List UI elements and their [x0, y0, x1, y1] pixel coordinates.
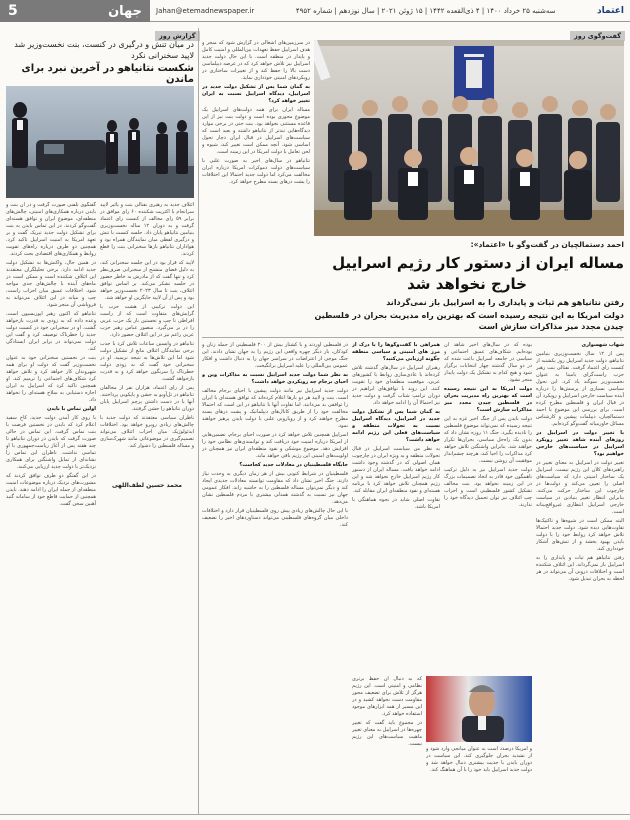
interviewee-portrait	[426, 676, 532, 742]
main-story-column-3-bottom: که به دنبال آن حفظ برتری نظامی و امنیتی است. این رژیم هرگز از تلاش برای تضعیف محور مقاومت دست نخواهد کشید و در این مسیر از همه ابزارهای موجود استفاده خواهد کرد. در مجموع باید گفت که تغییر چهره‌ها در اسراییل به معنای تغییر ماهیت سیاست‌های این رژیم نیست.	[352, 676, 422, 747]
masthead-info	[150, 0, 630, 22]
main-story-column-2: بوده که در سال‌های اخیر شاهد آن بوده‌ایم. شکاف‌های عمیق اجتماعی و سیاسی در جامعه اسراییل باعث شده که در دو سال گذشته چهار انتخابات برگزار شود و هیچ کدام به تشکیل یک دولت پایدار منجر نشود. دولت امریکا به این نتیجه رسیده است که بهترین راه مدیریت بحران در فلسطین چیدن مجدد میز مذاکرات سازش است؟ دولت بایدن پس از جنگ اخیر غزه به این نتیجه رسیده که نمی‌تواند موضوع فلسطین را نادیده بگیرد. جنگ ۱۱ روزه نشان داد که بدون یک راه‌حل سیاسی، بحران‌ها تکرار خواهند شد. بنابراین واشنگتن تلاش خواهد کرد مذاکرات را احیا کند، هرچند چشم‌انداز موفقیت آن روشن نیست. دولت جدید اسراییل نیز به دلیل ترکیب ناهمگون خود قادر به اتخاذ تصمیمات بزرگ در این زمینه نخواهد بود. بنت مخالف تشکیل کشور فلسطینی است و احزاب چپ ائتلاف نیز توان تحمیل دیدگاه خود را ندارند.	[444, 342, 532, 508]
main-story-headline-2: خارج نخواهد شد	[407, 275, 527, 293]
masthead	[0, 0, 630, 22]
left-story-photo	[6, 86, 194, 198]
main-story-author: شهاب شهسواری	[581, 342, 624, 348]
main-story-q2: به گمان شما پس از تشکیل دولت جدید در اسراییل، دیدگاه اسراییل نسبت به تحولات منطقه و سیاست‌های فعلی این رژیم ادامه خواهد داشت؟	[352, 409, 440, 443]
main-story-column-4: در فلسطین آوردند و با کشتار بیش از ۲۰۰ فلسطینی از جمله زنان و کودکان، بار دیگر چهره واقعی این رژیم را به جهان نشان دادند. این جنگ موجی از اعتراضات در سراسر جهان را به دنبال داشت و افکار عمومی بین‌المللی را علیه اسراییل برانگیخت. به نظر شما دولت جدید اسراییل نسبت به مذاکرات وین و احیای برجام چه رویکردی خواهد داشت؟ دولت جدید اسراییل نیز مانند دولت پیشین با احیای برجام مخالف است. بنت و لاپید هر دو بارها اعلام کرده‌اند که توافق هسته‌ای با ایران را توافقی بد می‌دانند. اما تفاوت آنها با نتانیاهو در این است که احتمالا مخالفت خود را از طریق کانال‌های دیپلماتیک و پشت درهای بسته مطرح خواهند کرد و از رویارویی علنی با دولت بایدن پرهیز خواهند نمود. اسراییل همچنین تلاش خواهد کرد در صورت احیای برجام، تضمین‌هایی از امریکا درباره امنیت خود دریافت کند و توانمندی‌های نظامی خود را افزایش دهد. موضوع موشکی و نفوذ منطقه‌ای ایران نیز همچنان در اولویت‌های امنیتی این رژیم باقی خواهد ماند. جایگاه فلسطینیان در معادلات جدید کجاست؟ فلسطینیان در شرایط کنونی بیش از هر زمان دیگری به وحدت نیاز دارند. جنگ اخیر نشان داد که مقاومت توانسته معادلات جدیدی ایجاد کند و دیگر نمی‌توان مساله فلسطین را به حاشیه راند. افکار عمومی جهان نیز نسبت به گذشته همدلی بیشتری با مردم فلسطین نشان می‌دهد. با این حال چالش‌های زیادی پیش روی فلسطینیان قرار دارد و اختلافات داخلی میان گروه‌های فلسطینی می‌تواند دستاوردهای اخیر را تضعیف کند.	[202, 342, 348, 528]
main-story-bullet-2: دولت امریکا به این نتیجه رسیده است که بهترین راه مدیریت بحران در فلسطین چیدن مجدد میز مذاکرات سازش است	[314, 311, 624, 331]
main-story-column-2-bottom: و امریکا درصدد است به عنوان میانجی وارد شود و از تشدید بحران جلوگیری کند. این سیاست در دوران بایدن با جدیت بیشتری دنبال خواهد شد و دولت جدید اسراییل باید خود را با آن هماهنگ کند.	[426, 746, 532, 773]
section-name: جهان	[108, 3, 142, 19]
main-story-column-1: شهاب شهسواری پس از ۱۲ سال نخست‌وزیری بنیامین نتانیاهو، دولت جدید اسراییل روز یکشنبه از کنست رای اعتماد گرفت. نفتالی بنت رهبر حزب راست‌گرای یامینا به عنوان نخست‌وزیر سوگند یاد کرد. این تحول سیاسی بسیاری از پرسش‌ها را درباره آینده سیاست خارجی اسراییل و رویکرد آن در قبال ایران و فلسطین مطرح کرده است. برای بررسی این موضوع با احمد دستمالچیان، دیپلمات پیشین و کارشناس مسائل خاورمیانه گفت‌وگو کرده‌ایم. با تغییر دولت در اسراییل در روزهای آینده شاهد تغییر رویکرد اسراییل در سیاست‌های خارجی خواهیم بود؟ تغییر دولت در اسراییل به معنای تغییر در راهبردهای کلان این رژیم نیست. اسراییل یک ساختار امنیتی دارد که سیاست‌های اصلی را تعیین می‌کند و دولت‌ها در چارچوب این ساختار حرکت می‌کنند. بنابراین انتظار تغییر بنیادین در سیاست خارجی اسراییل انتظاری غیرواقع‌بینانه است. البته ممکن است در شیوه‌ها و تاکتیک‌ها تفاوت‌هایی دیده شود. دولت جدید احتمالا تلاش خواهد کرد روابط خود را با دولت بایدن بهبود بخشد و از تنش‌های آشکار خودداری کند. رفتن نتانیاهو هم ثبات و پایداری را به اسراییل باز نمی‌گرداند. این ائتلاف شکننده است و اختلافات درونی آن می‌تواند در هر لحظه به بحران تبدیل شود.	[536, 342, 624, 582]
main-story-q1: با تغییر دولت در اسراییل در روزهای آینده شاهد تغییر رویکرد اسراییل در سیاست‌های خارجی خواهیم بود؟	[536, 430, 624, 457]
newspaper-logo: اعتماد	[597, 5, 624, 16]
page-number: 5	[8, 3, 18, 19]
bottom-rule	[0, 814, 630, 815]
left-story-byline: محمد حسین لطف‌اللهی	[111, 482, 183, 489]
left-story-headline: شکست نتانیاهو در آخرین نبرد برای ماندن	[21, 63, 194, 85]
left-story-kicker-2: لاپید سخنرانی نکرد	[131, 51, 194, 60]
left-story-subhead: اولین تماس با بایدن	[46, 406, 96, 412]
column-divider	[198, 28, 199, 814]
left-story-column-2: گفتگوی تلفنی صورت گرفت و در آن بنت و بایدن درباره همکاری‌های امنیتی، چالش‌های منطقه‌ای، موضوع ایران و توافق هسته‌ای گفت‌وگو کردند. در این تماس بایدن به بنت برای تشکیل دولت جدید تبریک گفت و بر تعهد امریکا به امنیت اسراییل تاکید کرد. همچنین دو طرف درباره راه‌های تقویت روابط و همکاری‌های اقتصادی بحث کردند. در همین حال، واکنش‌ها به تشکیل دولت جدید ادامه دارد. برخی تحلیلگران معتقدند این ائتلاف شکننده است و ممکن است در ماه‌های آینده با چالش‌های جدی مواجه شود. اختلافات عمیق میان احزاب راست، چپ و میانه در این ائتلاف می‌تواند به فروپاشی آن منجر شود. نتانیاهو که اکنون رهبر اپوزیسیون است، وعده داده که به زودی به قدرت بازخواهد گشت. او در سخنرانی خود در کنست دولت جدید را خطرناک توصیف کرد و گفت این دولت نمی‌تواند در برابر ایران ایستادگی کند. بنت در نخستین سخنرانی خود به عنوان نخست‌وزیر گفت که دولت او برای همه شهروندان کار خواهد کرد و تلاش خواهد کرد شکاف‌های اجتماعی را ترمیم کند. او همچنین تاکید کرد که اسراییل به ایران اجازه دستیابی به سلاح هسته‌ای را نخواهد داد. اولین تماس با بایدن با روی کار آمدن دولت جدید، کاخ سفید اعلام کرد که بایدن در نخستین فرصت با بنت تماس گرفت. این تماس در حالی صورت گرفت که بایدن در دوران نتانیاهو تا چند هفته پس از آغاز ریاست‌جمهوری با او تماسی نداشت. ناظران این تماس را نشانه‌ای از تمایل واشنگتن برای همکاری نزدیک‌تر با دولت جدید ارزیابی می‌کنند. در این گفتگو دو طرف توافق کردند که مشورت‌های نزدیک درباره موضوعات امنیت منطقه‌ای از جمله ایران را ادامه دهند. بایدن همچنین از حمایت قاطع خود از سامانه گنبد آهنین سخن گفت.	[6, 202, 96, 507]
masthead-email[interactable]: Jahan@etemadnewspaper.ir	[156, 6, 255, 15]
main-story-byline: احمد دستمالچیان در گفت‌وگو با «اعتماد»:	[470, 240, 624, 249]
masthead-section-box	[0, 0, 150, 22]
main-story-column-3: همراهی با گفت‌وگوها را با درک از مرز های امنیتی و سیاسی منطقه چگونه ارزیابی می‌کنید؟ رهبران اسراییل در سال‌های گذشته تلاش کرده‌اند با عادی‌سازی روابط با کشورهای عربی، موقعیت منطقه‌ای خود را تقویت کنند. این روند با توافق‌های ابراهیم در دوران ترامپ شتاب گرفت و دولت جدید نیز احتمالا آن را ادامه خواهد داد. به گمان شما پس از تشکیل دولت جدید در اسراییل، دیدگاه اسراییل نسبت به تحولات منطقه و سیاست‌های فعلی این رژیم ادامه خواهد داشت؟ به نظر من سیاست اسراییل در قبال تحولات منطقه و به ویژه ایران در چارچوب همان اصولی که در گذشته وجود داشت ادامه خواهد یافت. مساله ایران از دستور کار رژیم اسراییل خارج نخواهد شد و این رژیم همچنان تلاش خواهد کرد با برنامه هسته‌ای و نفوذ منطقه‌ای ایران مقابله کند. تفاوت اصلی شاید در نحوه هماهنگی با امریکا باشد.	[352, 342, 440, 510]
main-story-bullet-1: رفتن نتانیاهو هم ثبات و پایداری را به اسراییل باز نمی‌گرداند	[386, 298, 624, 307]
left-story-kicker-1: در میان تنش و درگیری در کنست، بنت نخست‌وزیر شد	[14, 40, 194, 49]
main-story-headline-1: مساله ایران از دستور کار رژیم اسراییل	[332, 254, 624, 272]
main-story-upper-column: در سرزمین‌های اشغالی در گزارش شود که منجر و هدف اسراییل حفظ تعهدات بین‌المللی و امنیت کامل و پایدار در منطقه است. با این حال دولت جدید اسراییل نیز تلاش خواهد کرد که در عرصه دیپلماسی دست بالا را حفظ کند و از تغییرات ساختاری در رویکردهای امنیتی خودداری نماید. به گمان شما پس از تشکیل دولت جدید در اسراییل، دیدگاه اسراییل نسبت به ایران تغییر خواهد کرد؟ مساله ایران برای همه دولت‌های اسراییل یک موضوع محوری بوده است و دولت بنت نیز از این قاعده مستثنی نخواهد بود. بنت حتی در برخی موارد دیدگاه‌هایی تندتر از نتانیاهو داشته و بعید است که سیاست‌های اسراییل در قبال ایران دچار تحول اساسی شود. آنچه ممکن است تغییر کند، شیوه و لحن تعامل با دولت امریکا در این زمینه است. نتانیاهو در سال‌های اخیر به صورت علنی با سیاست‌های دولت دموکرات امریکا درباره ایران مخالفت می‌کرد اما دولت جدید احتمالا این اختلافات را پشت درهای بسته مطرح خواهد کرد.	[202, 40, 310, 185]
left-story-column-1: ائتلاف جدید به رهبری نفتالی بنت و یائیر لاپید سرانجام با اکثریت شکننده ۶۰ رای موافق در برابر ۵۹ رای مخالف از کنست رای اعتماد گرفت و به دوران ۱۲ ساله نخست‌وزیری بنیامین نتانیاهو پایان داد. جلسه کنست با تنش و درگیری لفظی میان نمایندگان همراه بود و هواداران نتانیاهو بارها سخنرانی بنت را قطع کردند. لاپید که قرار بود در این جلسه سخنرانی کند، به دلیل فضای متشنج از سخنرانی صرف‌نظر کرد و تنها گفت که از مادرش به خاطر حضور در جلسه تشکر می‌کند. بر اساس توافق ائتلاف، بنت تا سال ۲۰۲۳ نخست‌وزیر خواهد بود و پس از آن لاپید جایگزین او خواهد شد. این دولت ترکیبی از هشت حزب با گرایش‌های متفاوت است که از راست افراطی تا چپ و نخستین بار یک حزب عربی را در بر می‌گیرد. منصور عباس رهبر حزب عربی راعم نیز در این ائتلاف حضور دارد. نتانیاهو در واپسین ساعات تلاش کرد با جذب برخی نمایندگان ائتلاف مانع از تشکیل دولت شود اما این تلاش‌ها به نتیجه نرسید. او در سخنرانی خود گفت که به زودی دولت خطرناک را سرنگون خواهد کرد و به قدرت بازخواهد گشت. پس از رای اعتماد، هزاران نفر از مخالفان نتانیاهو در تل‌آویو به جشن و پایکوبی پرداختند. آنها با در دست داشتن پرچم اسراییل پایان دوران نتانیاهو را جشن گرفتند. ناظران سیاسی معتقدند که دولت جدید با چالش‌های زیادی روبرو خواهد بود. اختلافات ایدئولوژیک میان احزاب ائتلاف می‌تواند تصمیم‌گیری در موضوعاتی مانند شهرک‌سازی و مساله فلسطین را دشوار کند.	[100, 202, 194, 449]
left-story-tag: گزارش روز	[155, 31, 200, 41]
masthead-date: سه‌شنبه ۲۵ خرداد ۱۴۰۰ | ۴ ذی‌القعده ۱۴۴۲ | ۱۵ ژوئن ۲۰۲۱ | سال نوزدهم | شماره ۴۹۵۲	[295, 6, 556, 15]
main-story-photo	[314, 40, 624, 236]
headline-divider	[202, 337, 624, 338]
main-story-tag: گفت‌وگوی روز	[570, 31, 625, 41]
